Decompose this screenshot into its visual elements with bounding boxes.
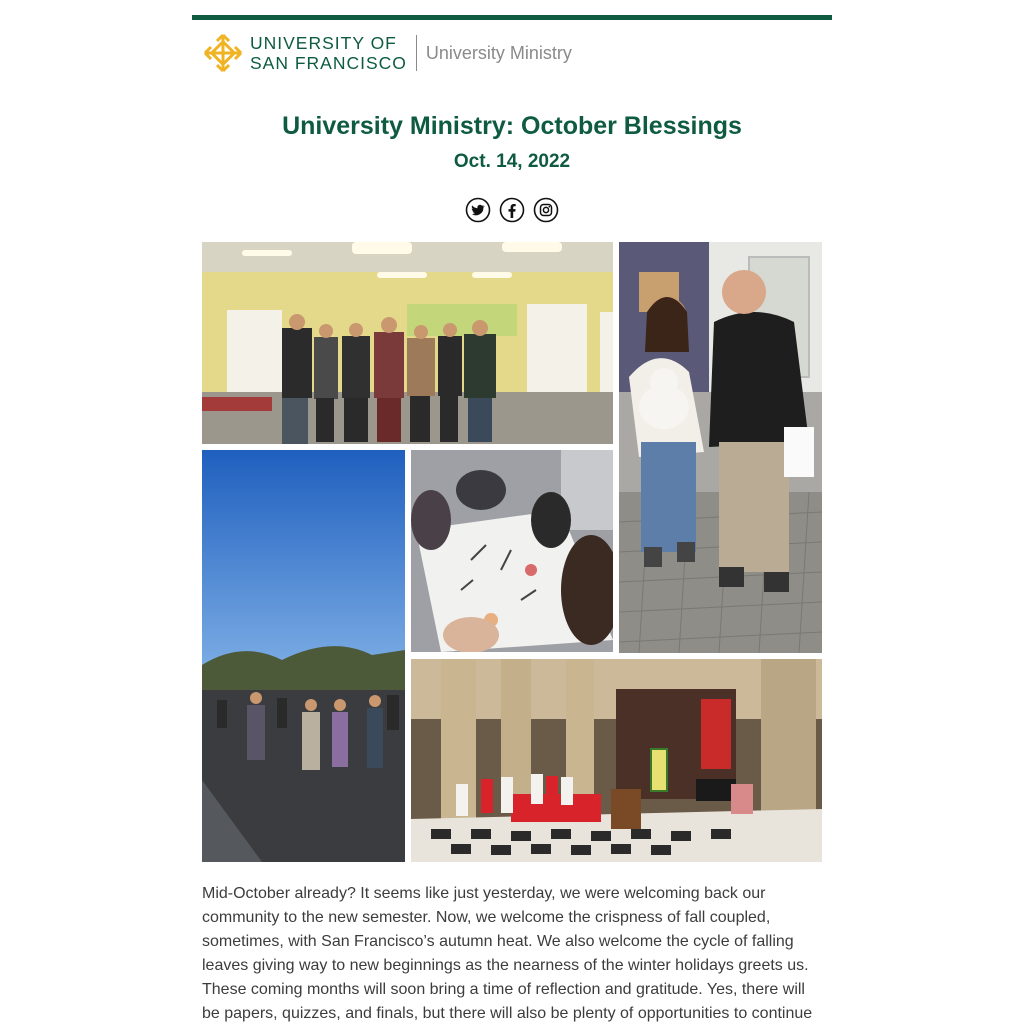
church-mass-photo [411,659,822,862]
department-name: University Ministry [425,42,572,63]
university-name[interactable] [250,33,407,73]
twitter-icon[interactable] [465,197,491,223]
social-links [465,197,567,223]
header-divider [416,35,417,71]
facebook-icon[interactable] [499,197,525,223]
pet-blessing-photo [619,242,822,653]
university-name-line1: UNIVERSITY OF [250,33,397,53]
newsletter-date: Oct. 14, 2022 [453,151,571,172]
usf-logo-icon[interactable] [202,32,244,74]
newsletter-header [202,30,572,76]
instagram-icon[interactable] [533,197,559,223]
crafting-activity-photo [411,450,613,652]
newsletter-title: University Ministry: October Blessings [282,112,742,140]
top-accent-bar [192,15,832,20]
group-photo-hall [202,242,613,444]
university-name-line2: SAN FRANCISCO [250,53,407,73]
photo-collage [202,242,822,862]
intro-paragraph: Mid-October already? It seems like just yesterday, we were welcoming back our community to the new semester. Now, we welcome the crispness of fall coupled, sometimes, with San Francisco’s autumn heat. We also welcome the cycle of falling leaves giving way to new beginnings as the nearness of the winter holidays greets us. These coming months will soon bring a time of reflection and gratitude. Yes, there will be papers, quizzes, and finals, but there will also be plenty of opportunities to continue [202,885,813,1022]
outdoor-gathering-photo [202,450,405,862]
